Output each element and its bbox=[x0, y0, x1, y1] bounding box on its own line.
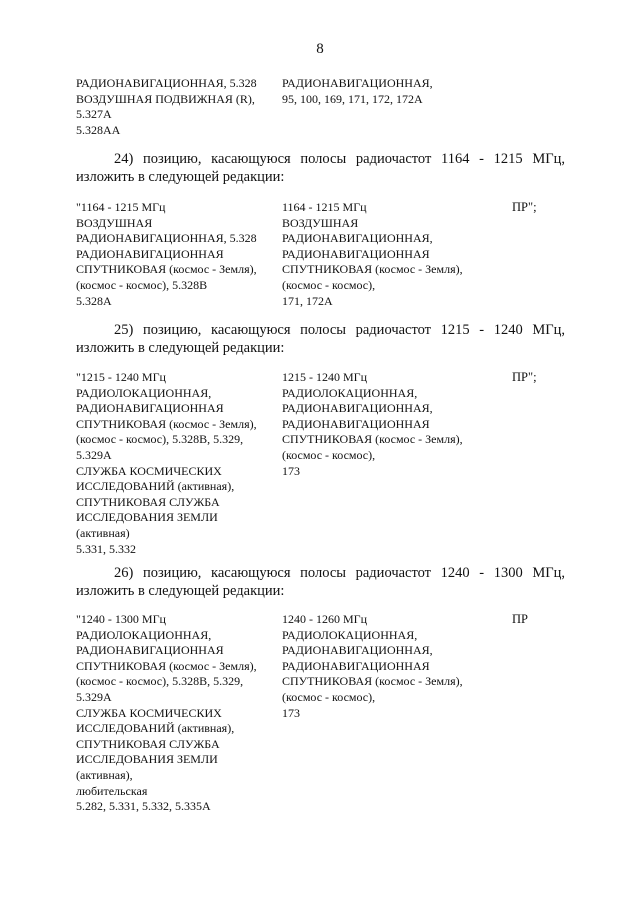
table-line: РАДИОНАВИГАЦИОННАЯ, 5.328 bbox=[76, 231, 257, 246]
item-24-paragraph bbox=[76, 150, 565, 186]
table-line: 5.282, 5.331, 5.332, 5.335A bbox=[76, 799, 211, 814]
table-line: 173 bbox=[282, 705, 300, 720]
item-25-paragraph bbox=[76, 321, 565, 357]
table-line: любительская bbox=[76, 783, 148, 798]
table-line: 5.327A bbox=[76, 107, 112, 122]
table-line: СЛУЖБА КОСМИЧЕСКИХ bbox=[76, 705, 222, 720]
table-line: 5.331, 5.332 bbox=[76, 541, 136, 556]
table-line: СПУТНИКОВАЯ (космос - Земля), bbox=[76, 262, 257, 277]
paragraph-line: 24) позицию, касающуюся полосы радиочастот 1164 - 1215 МГц, bbox=[114, 151, 565, 167]
item-24-col-category bbox=[512, 200, 537, 216]
item-25-col-category bbox=[512, 370, 537, 386]
table-line: РАДИОНАВИГАЦИОННАЯ bbox=[76, 401, 224, 416]
item-24-col-allocation bbox=[76, 200, 257, 309]
table-line: СПУТНИКОВАЯ (космос - Земля), bbox=[282, 262, 463, 277]
page-number: 8 bbox=[316, 41, 324, 57]
table-line: РАДИОНАВИГАЦИОННАЯ bbox=[76, 643, 224, 658]
item-26-col-russia bbox=[282, 612, 463, 721]
item-24-col-russia bbox=[282, 200, 463, 309]
table-line: ВОЗДУШНАЯ bbox=[76, 215, 153, 230]
item-26-paragraph bbox=[76, 564, 565, 600]
top-table-col-allocation bbox=[76, 76, 257, 138]
table-line: 5.329A bbox=[76, 447, 112, 462]
paragraph-line: изложить в следующей редакции: bbox=[76, 583, 285, 599]
table-line: СЛУЖБА КОСМИЧЕСКИХ bbox=[76, 463, 222, 478]
table-line: РАДИОЛОКАЦИОННАЯ, bbox=[282, 385, 418, 400]
table-line: ИССЛЕДОВАНИЯ ЗЕМЛИ bbox=[76, 752, 218, 767]
table-line: "1240 - 1300 МГц bbox=[76, 612, 166, 626]
table-line: РАДИОНАВИГАЦИОННАЯ bbox=[282, 416, 430, 431]
table-line: ВОЗДУШНАЯ bbox=[282, 215, 359, 230]
table-line: РАДИОЛОКАЦИОННАЯ, bbox=[76, 385, 212, 400]
table-line: СПУТНИКОВАЯ СЛУЖБА bbox=[76, 736, 220, 751]
table-line: СПУТНИКОВАЯ (космос - Земля), bbox=[282, 432, 463, 447]
table-line: ИССЛЕДОВАНИЙ (активная), bbox=[76, 721, 235, 736]
table-line: (космос - космос), 5.328B bbox=[76, 277, 208, 292]
paragraph-line: 25) позицию, касающуюся полосы радиочастот 1215 - 1240 МГц, bbox=[114, 322, 565, 338]
table-line: (активная), bbox=[76, 767, 133, 782]
table-line: (космос - космос), bbox=[282, 689, 376, 704]
table-line: (активная) bbox=[76, 525, 130, 540]
table-line: РАДИОНАВИГАЦИОННАЯ bbox=[282, 246, 430, 261]
item-25-col-allocation bbox=[76, 370, 257, 557]
item-25-col-russia bbox=[282, 370, 463, 479]
paragraph-line: изложить в следующей редакции: bbox=[76, 169, 285, 185]
table-line: РАДИОЛОКАЦИОННАЯ, bbox=[282, 627, 418, 642]
table-line: РАДИОНАВИГАЦИОННАЯ bbox=[76, 246, 224, 261]
table-line: "1215 - 1240 МГц bbox=[76, 370, 166, 384]
item-26-col-allocation bbox=[76, 612, 257, 815]
item-26-col-category bbox=[512, 612, 528, 628]
table-line: ИССЛЕДОВАНИЙ (активная), bbox=[76, 479, 235, 494]
table-line: 173 bbox=[282, 463, 300, 478]
table-line: 1164 - 1215 МГц bbox=[282, 200, 367, 214]
top-table-col-russia bbox=[282, 76, 433, 107]
table-line: (космос - космос), 5.328B, 5.329, bbox=[76, 432, 244, 447]
table-line: РАДИОНАВИГАЦИОННАЯ, 5.328 bbox=[76, 76, 257, 90]
table-line: 5.329A bbox=[76, 689, 112, 704]
table-line: РАДИОНАВИГАЦИОННАЯ bbox=[282, 658, 430, 673]
table-line: РАДИОНАВИГАЦИОННАЯ, bbox=[282, 643, 433, 658]
table-line: РАДИОЛОКАЦИОННАЯ, bbox=[76, 627, 212, 642]
table-line: 5.328A bbox=[76, 293, 112, 308]
table-line: ИССЛЕДОВАНИЯ ЗЕМЛИ bbox=[76, 510, 218, 525]
table-line: "1164 - 1215 МГц bbox=[76, 200, 166, 214]
table-line: 5.328AA bbox=[76, 122, 121, 137]
paragraph-line: изложить в следующей редакции: bbox=[76, 340, 285, 356]
table-line: РАДИОНАВИГАЦИОННАЯ, bbox=[282, 231, 433, 246]
table-line: СПУТНИКОВАЯ (космос - Земля), bbox=[282, 674, 463, 689]
table-line: СПУТНИКОВАЯ СЛУЖБА bbox=[76, 494, 220, 509]
table-line: 171, 172A bbox=[282, 293, 333, 308]
table-line: ВОЗДУШНАЯ ПОДВИЖНАЯ (R), bbox=[76, 91, 255, 106]
category-code: ПР"; bbox=[512, 370, 537, 384]
table-line: РАДИОНАВИГАЦИОННАЯ, bbox=[282, 76, 433, 90]
table-line: 1215 - 1240 МГц bbox=[282, 370, 368, 384]
table-line: 1240 - 1260 МГц bbox=[282, 612, 368, 626]
category-code: ПР bbox=[512, 612, 528, 626]
table-line: СПУТНИКОВАЯ (космос - Земля), bbox=[76, 658, 257, 673]
table-line: РАДИОНАВИГАЦИОННАЯ, bbox=[282, 401, 433, 416]
table-line: (космос - космос), bbox=[282, 447, 376, 462]
table-line: СПУТНИКОВАЯ (космос - Земля), bbox=[76, 416, 257, 431]
table-line: (космос - космос), bbox=[282, 277, 376, 292]
table-line: (космос - космос), 5.328B, 5.329, bbox=[76, 674, 244, 689]
category-code: ПР"; bbox=[512, 200, 537, 214]
table-line: 95, 100, 169, 171, 172, 172A bbox=[282, 91, 423, 106]
paragraph-line: 26) позицию, касающуюся полосы радиочастот 1240 - 1300 МГц, bbox=[114, 565, 565, 581]
